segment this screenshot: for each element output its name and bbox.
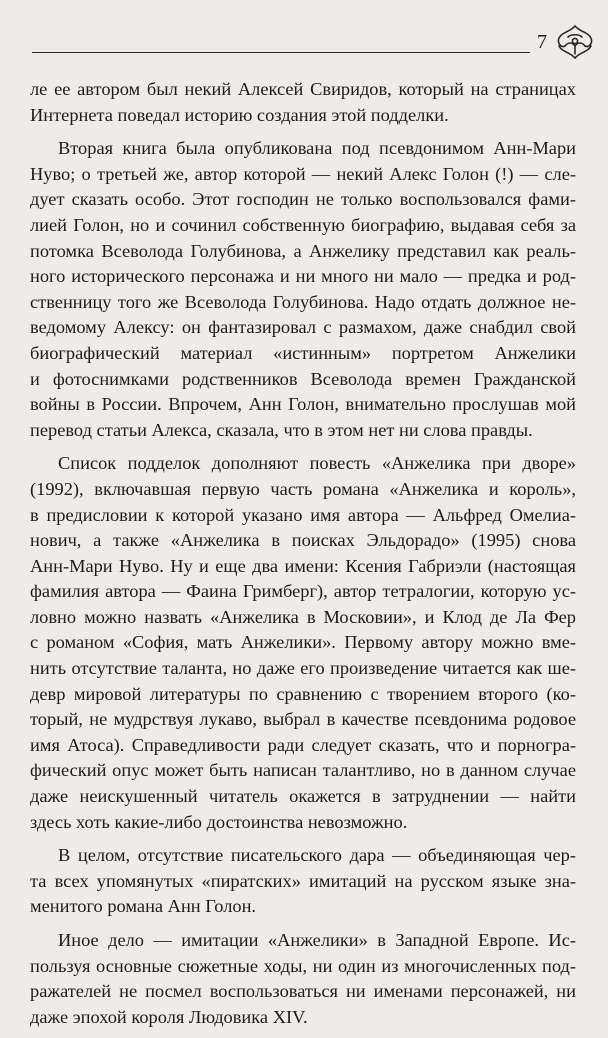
text-line: Интернета поведал историю создания этой подделки. — [30, 104, 449, 125]
text-line: Список подделок дополняют повесть «Анжелика при дворе» — [58, 453, 576, 474]
text-line: торый, не мудрствуя лукаво, выбрал в качестве псевдонима родовое — [30, 709, 576, 730]
header-rule — [32, 52, 530, 53]
paragraph — [30, 136, 576, 443]
text-line: ле ее автором был некий Алексей Свиридов, который на страницах — [30, 79, 576, 99]
text-line: фический опус может быть написан талантливо, но в данном случае — [30, 760, 576, 781]
text-line: девр мировой литературы по сравнению с творением второго (ко- — [30, 683, 576, 704]
text-line: войны в России. Впрочем, Анн Голон, внимательно прослушав мой — [30, 394, 576, 415]
text-line: Анн-Мари Нуво. Ну и еще два имени: Ксения Габриэли (настоящая — [30, 555, 576, 576]
paragraph — [30, 843, 576, 920]
text-line: менитого романа Анн Голон. — [30, 896, 257, 917]
text-line: в предисловии к которой указано имя автора — Альфред Омелиа- — [30, 504, 576, 525]
text-line: ловно можно назвать «Анжелика в Московии», и Клод де Ла Фер — [30, 606, 576, 627]
text-line: ведомому Алексу: он фантазировал с размахом, даже снабдил свой — [30, 317, 576, 338]
text-line: та всех упомянутых «пиратских» имитаций на русском языке зна- — [30, 870, 576, 891]
text-line: лией Голон, но и сочинил собственную биографию, выдавая себя за — [30, 214, 576, 235]
text-line: (1992), включавшая первую часть романа «Анжелика и король», — [30, 478, 576, 499]
text-line: фамилия автора — Фаина Гримберг), автор тетралогии, которую ус- — [30, 581, 576, 602]
paragraph — [30, 928, 576, 1030]
text-line: дует сказать особо. Этот господин не только воспользовался фами- — [30, 189, 576, 210]
paragraph — [30, 451, 576, 835]
text-line: Вторая книга была опубликована под псевдонимом Анн-Мари — [58, 138, 576, 159]
text-line: перевод статьи Алекса, сказала, что в этом нет ни слова правды. — [30, 419, 533, 440]
text-line: Иное дело — имитации «Анжелики» в Западной Европе. Ис- — [58, 930, 576, 950]
text-line: здесь хоть какие-либо достоинства невозможно. — [30, 811, 408, 832]
page-number: 7 — [537, 31, 547, 53]
text-line: ного исторического персонажа и ни много ни мало — предка и род- — [30, 266, 576, 287]
text-line: В целом, отсутствие писательского дара — объединяющая чер- — [58, 845, 576, 866]
text-line: потомка Всеволода Голубинова, а Анжелику представил как реаль- — [30, 240, 576, 261]
text-line: пользуя основные сюжетные ходы, ни один из многочисленных под- — [30, 955, 576, 976]
text-line: биографический материал «истинным» портретом Анжелики — [30, 342, 576, 363]
floral-ornament-icon — [556, 24, 594, 60]
text-line: даже неискушенный читатель окажется в затруднении — найти — [30, 786, 576, 807]
text-line: ражателей не посмел воспользоваться ни именами персонажей, ни — [30, 981, 576, 1002]
text-line: нович, а также «Анжелика в поисках Эльдорадо» (1995) снова — [30, 530, 576, 551]
text-line: Нуво; о третьей же, автор которой — некий Алекс Голон (!) — сле- — [30, 163, 576, 184]
paragraph — [30, 77, 576, 128]
text-line: даже эпохой короля Людовика XIV. — [30, 1006, 308, 1027]
text-line: и фотоснимками родственников Всеволода времен Гражданской — [30, 368, 576, 389]
text-line: имя Атоса). Справедливости ради следует сказать, что и порногра- — [30, 734, 576, 755]
body-text — [30, 77, 576, 1038]
text-line: нить отсутствие таланта, но даже его произведение читается как ше- — [30, 658, 576, 679]
text-line: ственницу того же Всеволода Голубинова. Надо отдать должное не- — [30, 291, 576, 312]
text-line: с романом «София, мать Анжелики». Первому автору можно вме- — [30, 632, 576, 653]
